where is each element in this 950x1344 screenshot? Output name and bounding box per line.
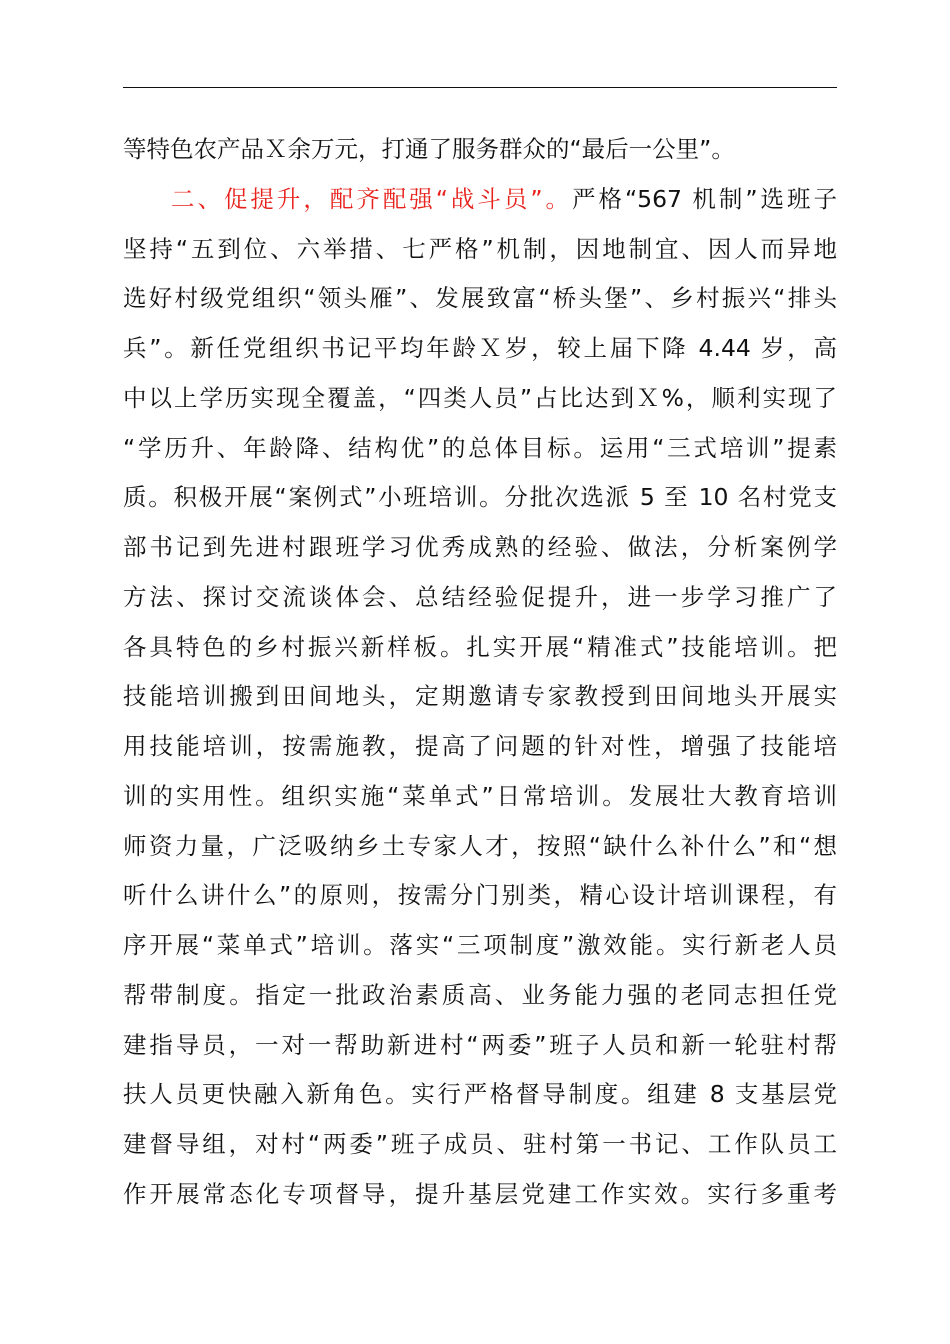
header-rule (123, 87, 837, 88)
text-line-22: 作开展常态化专项督导，提升基层党建工作实效。实行多重考 (123, 1179, 837, 1208)
section-heading: 二、促提升，配齐配强“战斗员”。 (171, 184, 572, 213)
text-line-2 (123, 175, 837, 225)
text-line-19: 建指导员，一对一帮助新进村“两委”班子人员和新一轮驻村帮 (123, 1030, 837, 1059)
text-line-7: “学历升、年龄降、结构优”的总体目标。运用“三式培训”提素 (123, 433, 837, 462)
text-line-14: 训的实用性。组织实施“菜单式”日常培训。发展壮大教育培训 (123, 781, 837, 810)
text-line-6: 中以上学历实现全覆盖，“四类人员”占比达到Ｘ%，顺利实现了 (123, 383, 837, 412)
text-line-20: 扶人员更快融入新角色。实行严格督导制度。组建 8 支基层党 (123, 1080, 837, 1109)
text-line-11: 各具特色的乡村振兴新样板。扎实开展“精准式”技能培训。把 (123, 632, 837, 661)
text-line-2-rest: 严格“567 机制”选班子 (571, 184, 837, 213)
text-line-16: 听什么讲什么”的原则，按需分门别类，精心设计培训课程，有 (123, 881, 837, 910)
text-line-9: 部书记到先进村跟班学习优秀成熟的经验、做法，分析案例学 (123, 533, 837, 561)
text-line-12: 技能培训搬到田间地头，定期邀请专家教授到田间地头开展实 (123, 682, 837, 711)
text-line-21: 建督导组，对村“两委”班子成员、驻村第一书记、工作队员工 (123, 1130, 837, 1158)
text-line-5: 兵”。新任党组织书记平均年龄Ｘ岁，较上届下降 4.44 岁，高 (123, 334, 837, 362)
document-body (123, 125, 837, 1220)
text-line-13: 用技能培训，按需施教，提高了问题的针对性，增强了技能培 (123, 732, 837, 760)
text-line-15: 师资力量，广泛吸纳乡土专家人才，按照“缺什么补什么”和“想 (123, 831, 837, 860)
text-line-10: 方法、探讨交流谈体会、总结经验促提升，进一步学习推广了 (123, 582, 837, 611)
text-line-17: 序开展“菜单式”培训。落实“三项制度”激效能。实行新老人员 (123, 931, 837, 959)
text-line-4: 选好村级党组织“领头雁”、发展致富“桥头堡”、乡村振兴“排头 (123, 284, 837, 313)
text-line-1: 等特色农产品Ｘ余万元，打通了服务群众的“最后一公里”。 (123, 135, 735, 163)
text-line-3: 坚持“五到位、六举措、七严格”机制，因地制宜、因人而异地 (123, 234, 837, 263)
text-line-18: 帮带制度。指定一批政治素质高、业务能力强的老同志担任党 (123, 980, 837, 1009)
text-line-8: 质。积极开展“案例式”小班培训。分批次选派 5 至 10 名村党支 (123, 483, 837, 512)
